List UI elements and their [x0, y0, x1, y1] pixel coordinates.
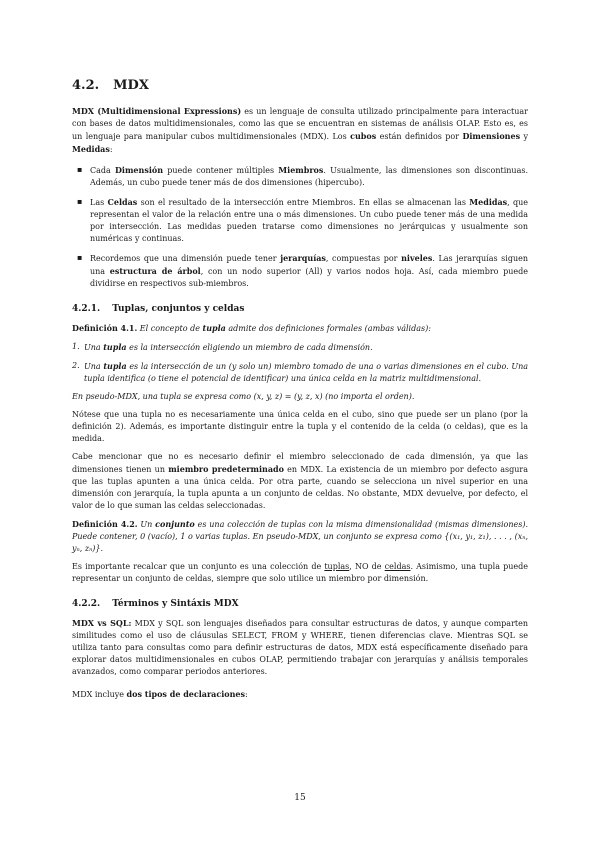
paragraph-text: Cabe mencionar que no es necesario definir el miembro seleccionado de cada dimensión, ya que las dimensiones tienen un [72, 452, 528, 474]
intro-text-2: están definidos por [376, 132, 463, 141]
definition-4-2 [72, 518, 528, 555]
definition-text: Un [137, 520, 156, 529]
item-text: Una [84, 343, 104, 352]
bullet-bold: Dimensión [114, 165, 164, 175]
paragraph-text: MDX incluye [72, 690, 127, 699]
section-title: MDX [113, 78, 149, 93]
bullet-text: son el resultado de la intersección entre Miembros. En ellas se almacenan las [137, 198, 470, 207]
bullet-text: . Usualmente, las dimensiones son discontinuas. Además, un cubo puede tener más de dos dimensiones (hipercubo). [90, 166, 529, 187]
default-member-paragraph [72, 451, 528, 512]
paragraph-text: : [245, 690, 248, 699]
bullet-text: , compuestas por [325, 254, 402, 263]
bullet-text: Cada [90, 166, 115, 175]
paragraph-bold: MDX vs SQL: [72, 618, 132, 628]
item-text: es la intersección eligiendo un miembro de cada dimensión. [126, 343, 373, 352]
paragraph-bold: dos tipos de declaraciones [126, 689, 246, 699]
bullet-bold: jerarquías [280, 253, 326, 263]
intro-med: Medidas [72, 144, 110, 154]
subsection-heading-2 [72, 599, 528, 609]
item-number: 1. [72, 342, 80, 351]
bullet-text: Recordemos que una dimensión puede tener [90, 254, 281, 263]
list-item [74, 164, 528, 189]
paragraph-text: en MDX. La existencia de un miembro por defecto asgura que las tuplas apunten a una única celda. Por otra parte, cuando se selecciona un nivel superior en una dimensión con jerarquía, la tupla apunta a un conjunto de celdas. No obstante, MDX devuelve, por defecto, el valor de lo que suman las celdas seleccionadas. [72, 465, 528, 510]
definition-4-1 [72, 322, 528, 335]
bullet-bold: Miembros [278, 165, 324, 175]
set-paragraph [72, 561, 528, 585]
bullet-bold: Medidas [469, 197, 508, 207]
item-number: 2. [72, 361, 80, 370]
item-text: Una [84, 362, 104, 371]
paragraph-text: MDX y SQL son lenguajes diseñados para consultar estructuras de datos, y aunque comparten similitudes como el uso de cláusulas SELECT, FROM y WHERE, tienen diferencias clave. Mientras SQL se utiliza tanto para consultas como para definir estructuras de datos, MDX está específicamente diseñado para explorar datos multidimensionales en cubos OLAP, permitiendo trabajar con jerarquías y análisis temporales avanzados, como comparar periodos anteriores. [72, 619, 528, 676]
paragraph-text: , NO de [349, 562, 385, 571]
subsection-number: 4.2.2. [72, 599, 101, 609]
definition-term: conjunto [155, 519, 195, 529]
section-heading [72, 78, 528, 93]
page-number: 15 [294, 793, 306, 803]
list-item [74, 196, 528, 245]
bullet-text: , que representan el valor de la relación entre una o más dimensiones. Un cubo puede tener más de una medida por intersección. Las medidas pueden tratarse como dimensiones no jerárquicas y usualmente son numéricas y continuas. [90, 198, 529, 243]
intro-text-4: : [109, 145, 113, 154]
intro-text-3: y [520, 132, 528, 141]
list-item [74, 252, 528, 290]
paragraph-text: . Asimismo, una tupla puede representar un conjunto de celdas, siempre que solo utilice un miembro por dimensión. [72, 562, 528, 583]
note-paragraph: Nótese que una tupla no es necesariamente una única celda en el cubo, sino que puede ser un plano (por la definición 2). Además, es importante distinguir entre la tupla y el contenido de la celda (o celdas), que es la medida. [72, 410, 528, 443]
intro-paragraph [72, 105, 528, 156]
bullet-bold: niveles [401, 253, 433, 263]
bullet-bold: Celdas [107, 197, 138, 207]
concept-list [72, 164, 528, 290]
definition-text: admite dos definiciones formales (ambas válidas): [225, 324, 431, 333]
list-item [72, 341, 528, 354]
subsection-title: Términos y Sintáxis MDX [112, 599, 239, 609]
intro-cubos: cubos [350, 131, 377, 141]
subsection-number: 4.2.1. [72, 304, 101, 314]
section-number: 4.2. [72, 78, 100, 93]
intro-text-1: es un lenguaje de consulta utilizado principalmente para interactuar con bases de datos multidimensionales, como las que se encuentran en sistemas de análisis OLAP. Esto es, es un lenguaje para manipular cubos multidimensionales (MDX). Los [72, 107, 528, 141]
definition-label: Definición 4.1. [72, 323, 138, 333]
paragraph-bold: miembro predeterminado [168, 464, 284, 474]
intro-dim: Dimensiones [462, 131, 521, 141]
intro-term: MDX (Multidimensional Expressions) [72, 106, 242, 116]
underlined-term: celdas [384, 562, 411, 571]
definition-text: El concepto de [137, 324, 203, 333]
declarations-paragraph [72, 688, 528, 701]
item-term: tupla [103, 342, 127, 352]
list-item [72, 360, 528, 385]
definition-text: es una colección de tuplas con la misma dimensionalidad (mismas dimensiones). Puede contener, 0 (vacío), 1 o varias tuplas. En pseudo-MDX, un conjunto se expresa como {(x₁, y₁, z₁), . . . , (xₙ, yₙ, zₙ)}. [72, 520, 529, 553]
definition-term: tupla [202, 323, 226, 333]
definition-label: Definición 4.2. [72, 519, 138, 529]
bullet-text: , con un nodo superior (All) y varios nodos hoja. Así, cada miembro puede dividirse en respectivos sub-miembros. [90, 267, 528, 288]
bullet-text: . Las jerarquías siguen una [90, 254, 528, 276]
bullet-text: puede contener múltiples [163, 166, 279, 175]
item-term: tupla [103, 361, 127, 371]
paragraph-text: Es importante recalcar que un conjunto es una colección de [72, 562, 325, 571]
underlined-term: tuplas [324, 562, 350, 571]
bullet-bold: estructura de árbol [109, 266, 201, 276]
subsection-heading-1 [72, 304, 528, 314]
definition-items [72, 341, 528, 385]
item-text: es la intersección de un (y solo un) miembro tomado de una o varias dimensiones en el cubo. Una tupla identifica (o tiene el potencial de identificar) una única celda en la matriz multidimensional. [84, 362, 528, 383]
bullet-text: Las [90, 198, 108, 207]
mdx-vs-sql-paragraph [72, 617, 528, 678]
subsection-title: Tuplas, conjuntos y celdas [112, 304, 245, 314]
page-content [72, 78, 528, 707]
pseudo-mdx-tuple: En pseudo-MDX, una tupla se expresa como (x, y, z) = (y, z, x) (no importa el orden). [72, 392, 415, 401]
